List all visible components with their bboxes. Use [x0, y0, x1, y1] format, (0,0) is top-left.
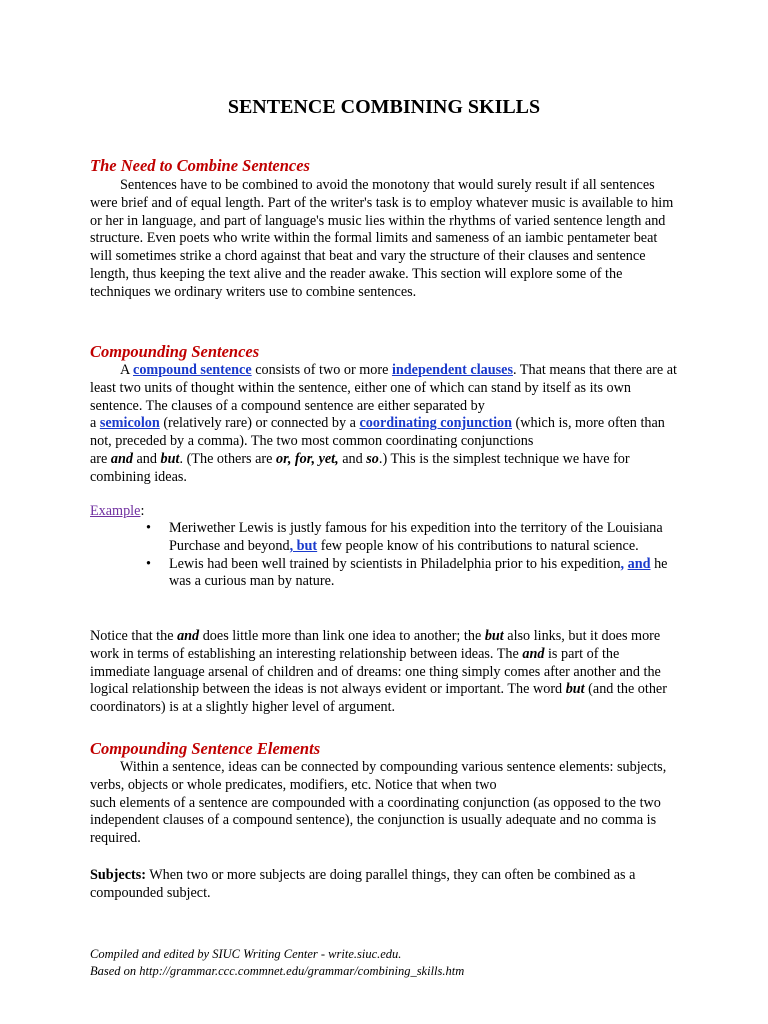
- list-item: • Meriwether Lewis is justly famous for his expedition into the territory of the Louisiana Purchase and beyond, but few people know of his contributions to natural science.: [146, 520, 663, 554]
- section-heading-need-to-combine: The Need to Combine Sentences: [90, 156, 310, 175]
- compound-sentence-paragraph: A compound sentence consists of two or more independent clauses. That means that there are at least two units of thought within the sentence, either one of which can stand by itself as its own sentence. The clauses of a compound sentence are either separated by a semicolon (relatively rare) or connected by a coordinating conjunction (which is, more often than not, preceded by a comma). The two most common coordinating conjunctions are and and but. (The others are or, for, yet, and so.) This is the simplest technique we have for combining ideas.: [90, 362, 677, 485]
- footer: [90, 946, 690, 980]
- bullet-icon: •: [146, 520, 151, 536]
- footer-credit: Compiled and edited by SIUC Writing Center - write.siuc.edu.: [90, 947, 402, 961]
- footer-source: Based on http://grammar.ccc.commnet.edu/grammar/combining_skills.htm: [90, 964, 465, 978]
- subjects-paragraph: Subjects: When two or more subjects are doing parallel things, they can often be combined as a compounded subject.: [90, 867, 636, 901]
- section-heading-compounding-sentences: Compounding Sentences: [90, 342, 260, 361]
- example-link[interactable]: Example: [90, 503, 141, 519]
- section-heading-compounding-elements: Compounding Sentence Elements: [90, 739, 321, 758]
- compounding-elements-paragraph: Within a sentence, ideas can be connected by compounding various sentence elements: subjects, verbs, objects or whole predicates, modifiers, etc. Notice that when two such elements of a sentence are compounded with a coordinating conjunction (as opposed to the two independent clauses of a compound sentence), the conjunction is usually adequate and no comma is required.: [90, 759, 667, 847]
- example-list: [90, 520, 680, 591]
- page-title: SENTENCE COMBINING SKILLS: [227, 96, 541, 118]
- subjects-label: Subjects:: [90, 867, 146, 883]
- list-item: • Lewis had been well trained by scientists in Philadelphia prior to his expedition, and he was a curious man by nature.: [146, 555, 668, 590]
- example-label: Example:: [90, 503, 145, 519]
- but-link[interactable]: , but: [289, 537, 318, 554]
- section-need-to-combine-body: Sentences have to be combined to avoid the monotony that would surely result if all sentences were brief and of equal length. Part of the writer's task is to employ whatever music is available to him or her in language, and part of language's music lies within the rhythms of varied sentence length and structure. Even poets who write within the formal limits and sameness of an iambic pentameter beat will sometimes strike a chord against that beat and vary the structure of their clauses and sentence length, thus keeping the text alive and the reader awake. This section will explore some of the techniques we ordinary writers use to combine sentences.: [90, 177, 674, 300]
- compound-sentence-link[interactable]: compound sentence: [133, 362, 252, 378]
- and-link[interactable]: and: [627, 555, 651, 572]
- coordinating-conjunction-link[interactable]: coordinating conjunction: [359, 415, 512, 432]
- independent-clauses-link[interactable]: independent clauses: [391, 362, 513, 378]
- notice-paragraph: Notice that the and does little more than link one idea to another; the but also links, but it does more work in terms of establishing an interesting relationship between ideas. The and is part of the immediate language arsenal of children and of dreams: one thing simply comes after another and the logical relationship between the ideas is not always evident or important. The word but (and the other coordinators) is at a slightly higher level of argument.: [90, 628, 667, 716]
- comma-link[interactable]: ,: [620, 555, 625, 572]
- bullet-icon: •: [146, 555, 151, 572]
- semicolon-link[interactable]: semicolon: [99, 415, 160, 432]
